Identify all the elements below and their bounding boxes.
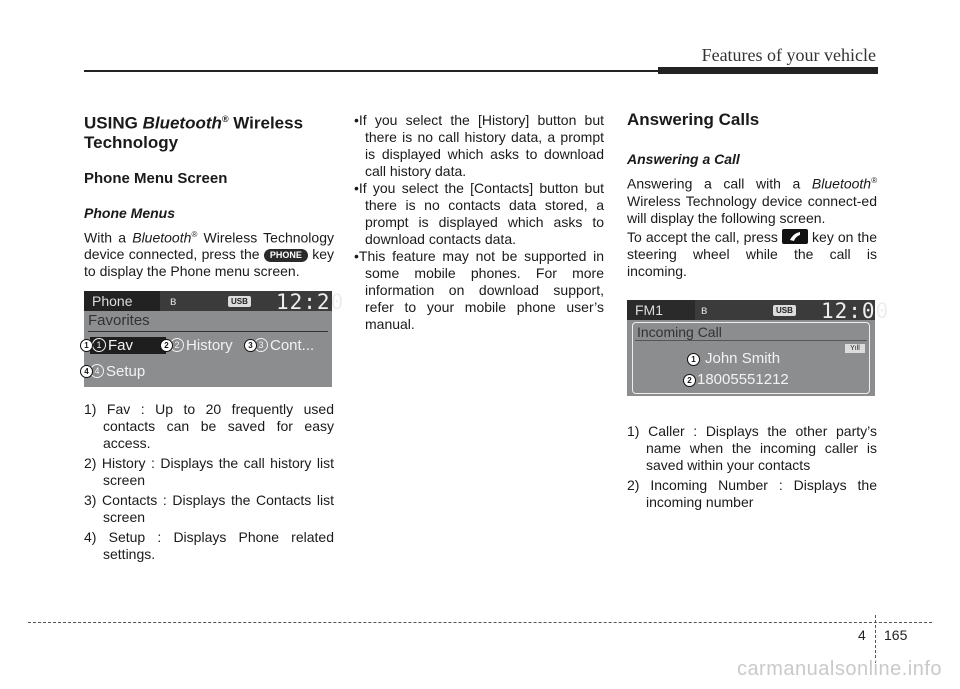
list-item: 2) History : Displays the call history list screen xyxy=(84,455,334,489)
menu-item-fav[interactable]: 1 Fav xyxy=(90,337,166,354)
footer-divider xyxy=(875,615,876,663)
list-item: 3) Contacts : Displays the Contacts list screen xyxy=(84,492,334,526)
phone-menu-title: Phone Menu Screen xyxy=(84,169,228,187)
call-key-icon xyxy=(782,229,808,244)
list-item: • If you select the [History] button but there is no call history data, a prompt is displayed which asks to download call history data. xyxy=(354,112,604,180)
section-title: USING Bluetooth® Wireless Technology xyxy=(84,113,304,152)
answering-calls-title: Answering Calls xyxy=(627,110,760,129)
bluetooth-icon: ʙ xyxy=(701,302,708,317)
running-header: Features of your vehicle xyxy=(701,45,876,65)
accept-call-instruction: To accept the call, press key on the steering wheel while the call is incoming. xyxy=(627,228,877,279)
callout-2: 2 xyxy=(683,374,696,387)
header-rule xyxy=(84,70,658,72)
screen-tab-phone: Phone xyxy=(84,291,160,311)
callout-1: 1 xyxy=(80,339,93,352)
screen-divider xyxy=(88,331,328,332)
screen-tab-fm1: FM1 xyxy=(627,300,695,320)
screen-heading-favorites: Favorites xyxy=(88,312,150,330)
list-item: 4) Setup : Displays Phone related settings. xyxy=(84,529,334,563)
column-left xyxy=(84,110,345,566)
phone-menu-intro: With a Bluetooth® Wireless Technology device connected, press the PHONE key to display the Phone menu screen. xyxy=(84,229,334,280)
phone-menu-list xyxy=(84,401,334,563)
list-item: • This feature may not be supported in some mobile phones. For more information on download support, refer to your mobile phone user’s manual. xyxy=(354,248,604,333)
list-item: 1) Caller : Displays the other party’s name when the incoming caller is saved within your contacts xyxy=(627,422,877,473)
column-middle xyxy=(354,112,604,333)
signal-strength-icon: Yıll xyxy=(845,344,865,353)
menu-item-setup[interactable]: 4 Setup xyxy=(90,363,145,380)
screen-divider xyxy=(635,340,867,341)
list-item: 2) Incoming Number : Displays the incoming number xyxy=(627,476,877,510)
chapter-number: 4 xyxy=(858,627,866,643)
usb-badge: USB xyxy=(228,296,251,307)
notes-list xyxy=(354,112,604,333)
phone-menus-subtitle: Phone Menus xyxy=(84,204,176,221)
incoming-call-heading: Incoming Call xyxy=(637,323,722,340)
answering-a-call-subtitle: Answering a Call xyxy=(627,151,740,167)
callout-3: 3 xyxy=(244,339,257,352)
header-rule-bold xyxy=(658,67,878,74)
menu-item-contacts[interactable]: 3 Cont... xyxy=(254,337,314,354)
screen-clock: 12:20 xyxy=(276,290,345,315)
phone-menu-screen xyxy=(84,290,345,387)
callout-2: 2 xyxy=(160,339,173,352)
incoming-call-list xyxy=(627,423,877,511)
watermark: carmanualsonline.info xyxy=(736,658,942,680)
screen-clock: 12:00 xyxy=(821,298,890,323)
usb-badge: USB xyxy=(773,305,796,316)
caller-name: John Smith xyxy=(705,349,781,367)
page-number: 165 xyxy=(884,627,908,643)
menu-item-history[interactable]: 2 History xyxy=(170,337,233,354)
caller-number: 18005551212 xyxy=(697,370,789,388)
list-item: • If you select the [Contacts] button but there is no contacts data stored, a prompt is displayed which asks to download contacts data. xyxy=(354,180,604,248)
list-item: 1) Fav : Up to 20 frequently used contacts can be saved for easy access. xyxy=(84,401,334,452)
footer-rule xyxy=(28,622,932,623)
answering-intro: Answering a call with a Bluetooth® Wireless Technology device connect-ed will display the following screen. xyxy=(627,175,877,226)
bluetooth-icon: ʙ xyxy=(170,294,177,309)
callout-1: 1 xyxy=(687,353,700,366)
phone-key-icon: PHONE xyxy=(264,249,308,262)
callout-4: 4 xyxy=(80,365,93,378)
column-right xyxy=(627,110,890,514)
incoming-call-screen xyxy=(627,298,890,396)
